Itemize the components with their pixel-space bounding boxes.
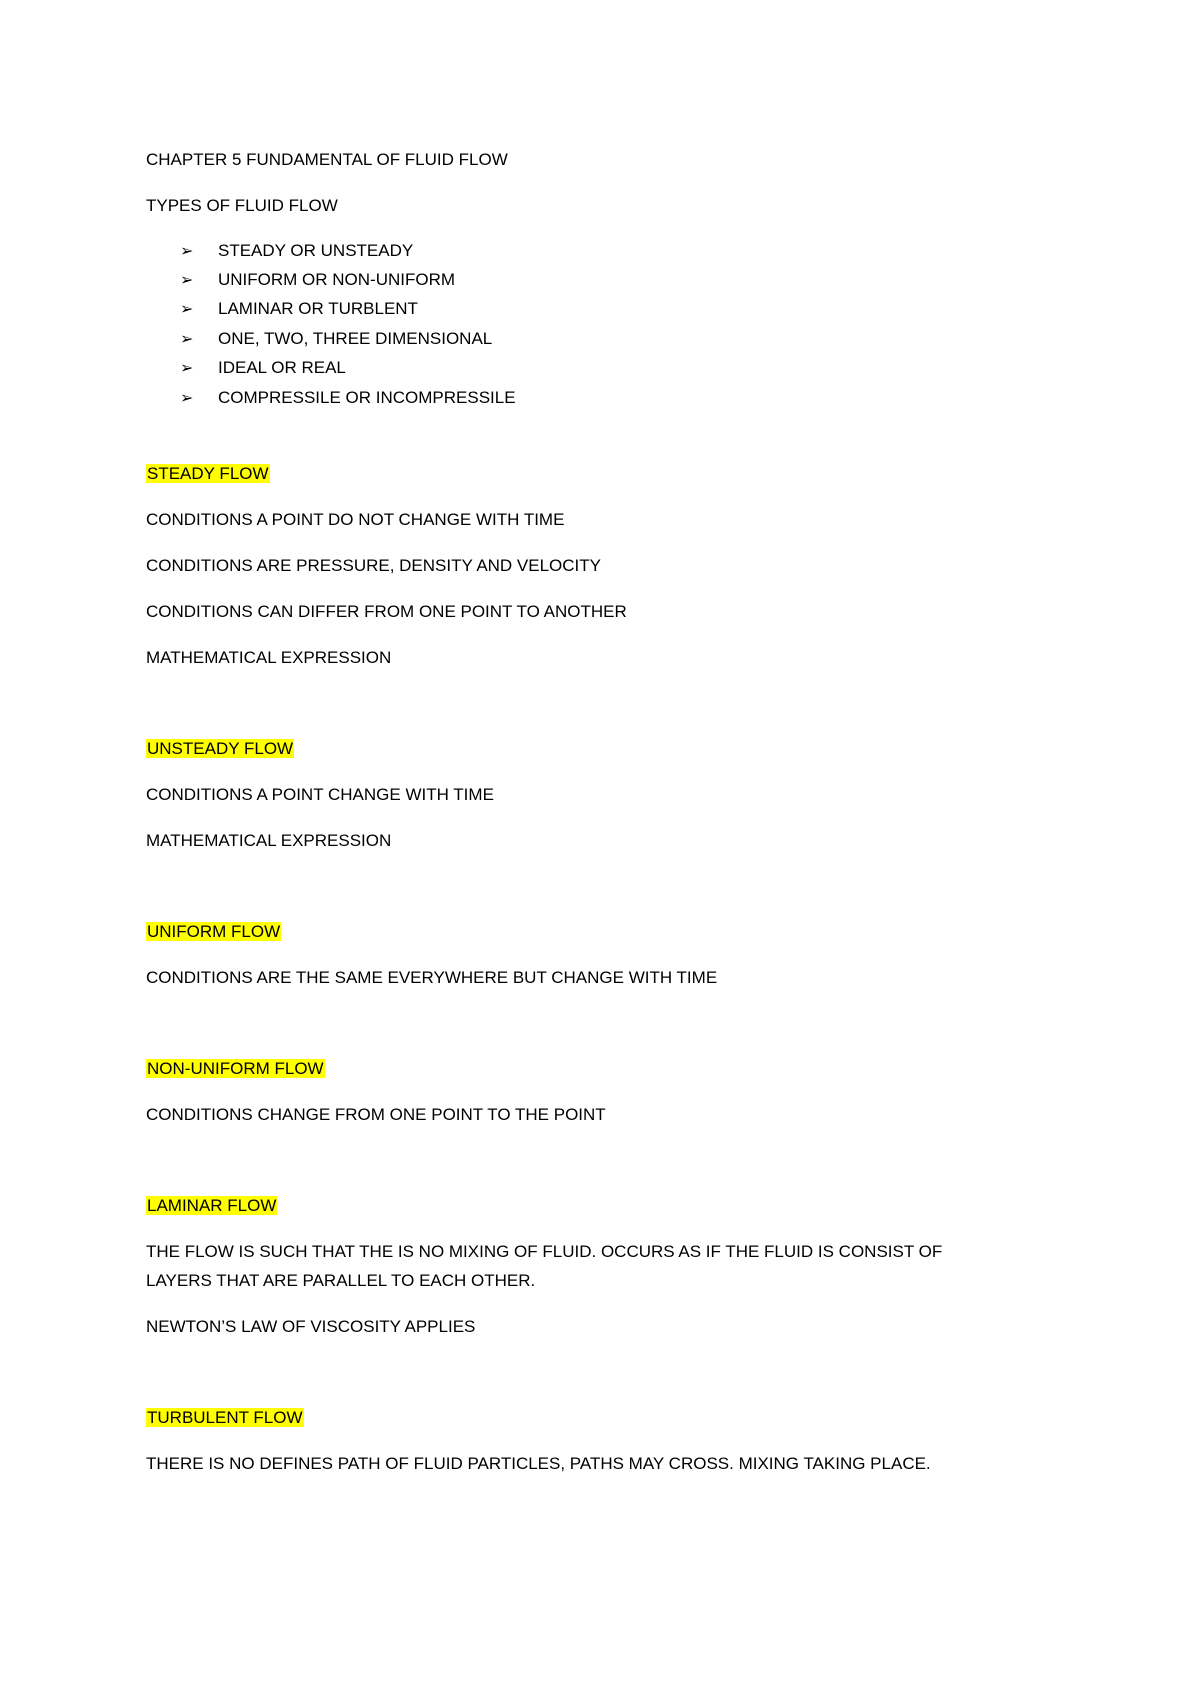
laminar-flow-heading (146, 1195, 277, 1217)
list-item-label: COMPRESSILE OR INCOMPRESSILE (218, 388, 516, 407)
highlighted-heading: STEADY FLOW (147, 464, 269, 483)
paragraph: CONDITIONS A POINT DO NOT CHANGE WITH TIME (146, 510, 565, 529)
list-item-label: ONE, TWO, THREE DIMENSIONAL (218, 329, 493, 348)
arrow-bullet-icon: ➢ (180, 388, 194, 407)
highlighted-heading: TURBULENT FLOW (147, 1408, 303, 1427)
paragraph: THERE IS NO DEFINES PATH OF FLUID PARTICLES, PATHS MAY CROSS. MIXING TAKING PLACE. (146, 1454, 931, 1473)
highlighted-heading: UNSTEADY FLOW (147, 739, 294, 758)
paragraph: CONDITIONS CAN DIFFER FROM ONE POINT TO ANOTHER (146, 602, 627, 621)
list-item-label: UNIFORM OR NON-UNIFORM (218, 270, 456, 289)
paragraph: CONDITIONS A POINT CHANGE WITH TIME (146, 785, 494, 804)
paragraph: CONDITIONS ARE PRESSURE, DENSITY AND VELOCITY (146, 556, 602, 575)
arrow-bullet-icon: ➢ (180, 241, 194, 260)
list-item (180, 387, 516, 409)
paragraph: MATHEMATICAL EXPRESSION (146, 831, 392, 850)
paragraph: NEWTON’S LAW OF VISCOSITY APPLIES (146, 1317, 476, 1336)
turbulent-flow-heading (146, 1407, 304, 1429)
list-item-label: IDEAL OR REAL (218, 358, 346, 377)
list-item-label: STEADY OR UNSTEADY (218, 241, 414, 260)
unsteady-flow-heading (146, 738, 294, 760)
highlighted-heading: NON-UNIFORM FLOW (147, 1059, 324, 1078)
steady-flow-heading (146, 463, 270, 485)
paragraph: THE FLOW IS SUCH THAT THE IS NO MIXING OF FLUID. OCCURS AS IF THE FLUID IS CONSIST OF (146, 1242, 943, 1261)
paragraph: CONDITIONS CHANGE FROM ONE POINT TO THE POINT (146, 1105, 606, 1124)
list-item (180, 240, 413, 262)
highlighted-heading: LAMINAR FLOW (147, 1196, 277, 1215)
arrow-bullet-icon: ➢ (180, 329, 194, 348)
arrow-bullet-icon: ➢ (180, 299, 194, 318)
list-item-label: LAMINAR OR TURBLENT (218, 299, 418, 318)
list-item (180, 298, 418, 320)
non-uniform-flow-heading (146, 1058, 325, 1080)
list-item (180, 269, 455, 291)
paragraph: MATHEMATICAL EXPRESSION (146, 648, 392, 667)
uniform-flow-heading (146, 921, 281, 943)
paragraph: CONDITIONS ARE THE SAME EVERYWHERE BUT CHANGE WITH TIME (146, 968, 718, 987)
highlighted-heading: UNIFORM FLOW (147, 922, 281, 941)
list-item (180, 357, 346, 379)
types-heading: TYPES OF FLUID FLOW (146, 196, 338, 215)
list-item (180, 328, 492, 350)
arrow-bullet-icon: ➢ (180, 358, 194, 377)
arrow-bullet-icon: ➢ (180, 270, 194, 289)
paragraph: LAYERS THAT ARE PARALLEL TO EACH OTHER. (146, 1271, 536, 1290)
chapter-title: CHAPTER 5 FUNDAMENTAL OF FLUID FLOW (146, 150, 508, 169)
